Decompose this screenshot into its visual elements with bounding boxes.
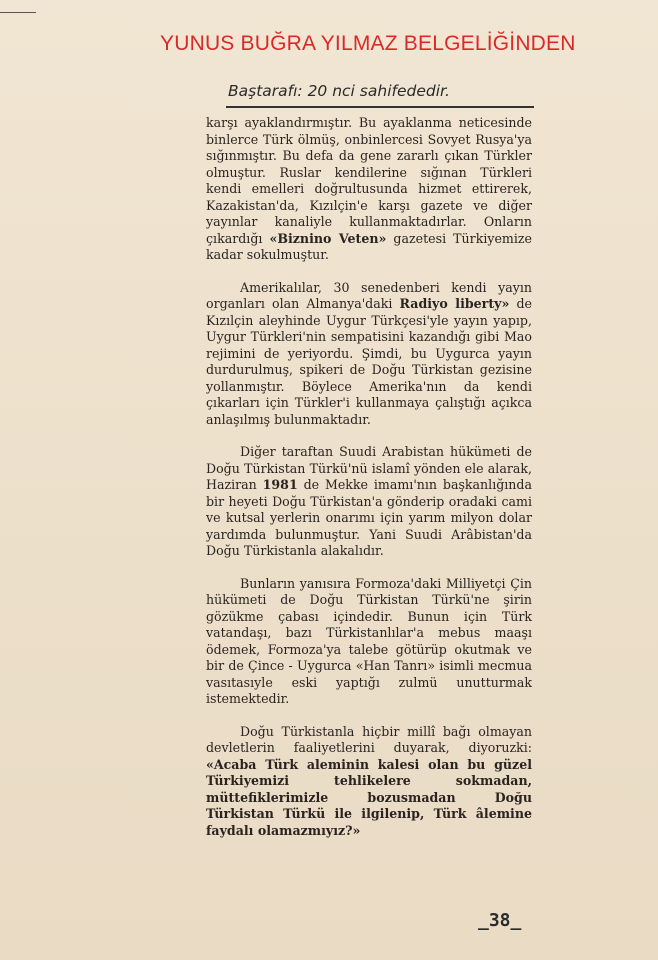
paragraph-1: karşı ayaklandırmıştır. Bu ayaklanma neticesinde binlerce Türk ölmüş, onbinlercesi Sovyet Rusya'ya sığınmıştır. Bu defa da gene zararlı çıkan Türkler olmuştur. Ruslar kendilerine sığınan Türkleri kendi emelleri doğrultusunda hizmet ettirerek, Kazakistan'da, Kızılçin'e karşı gazete ve diğer yayınlar kanaliyle kullanmaktadırlar. Onların çıkardığı «Biznino Veten» gazetesi Türkiyemize kadar sokulmuştur. (206, 115, 532, 262)
paragraph-2: Amerikalılar, 30 senedenberi kendi yayın organları olan Almanya'daki Radiyo liberty» de Kızılçin aleyhinde Uygur Türkçesi'yle yayın yapıp, Uygur Türkleri'nin sempatisini kazandığı gibi Mao rejimini de yeriyordu. Şimdi, bu Uygurca yayın durdurulmuş, spikeri de Doğu Türkistan gezisine yollanmıştır. Böylece Amerika'nın da kendi çıkarları için Türkler'i kullanmaya çalıştığı açıkca anlaşılmış bulunmaktadır. (206, 279, 532, 427)
top-rule (0, 12, 36, 13)
page-number: _38_ (478, 910, 522, 931)
continued-from-note: Baştarafı: 20 nci sahifededir. (228, 82, 450, 100)
paragraph-3: Diğer taraftan Suudi Arabistan hükümeti de Doğu Türkistan Türkü'nü islamî yönden ele alarak, Haziran 1981 de Mekke imamı'nın başkanlığında bir heyeti Doğu Türkistan'a gönderip oradaki cami ve kutsal yerlerin onarımı için yarım milyon dolar yardımda bulunmuştur. Yani Suudi Arâbistan'da Doğu Türkistanla alakalıdır. (206, 444, 532, 558)
paragraph-5: Doğu Türkistanla hiçbir millî bağı olmayan devletlerin faaliyetlerini duyarak, diyoruzki: «Acaba Türk aleminin kalesi olan bu güzel Türkiyemizi tehlikelere sokmadan, müttefiklerimizle bozusmadan Doğu Türkistan Türkü ile ilgilenip, Türk âlemine faydalı olamazmıyız?» (206, 723, 532, 838)
continued-underline (226, 106, 534, 108)
paragraph-4: Bunların yanısıra Formoza'daki Milliyetçi Çin hükümeti de Doğu Türkistan Türkü'ne şirin gözükme çabası içindedir. Bunun için Türk vatandaşı, bazı Türkistanlılar'a mebus maaşı ödemek, Formoza'ya talebe götürüp okutmak ve bir de Çince - Uygurca «Han Tanrı» isimli mecmua vasıtasıyle eski yaptığı zulmü unutturmak istemektedir. (206, 575, 532, 706)
article-body (206, 115, 532, 855)
archive-watermark: YUNUS BUĞRA YILMAZ BELGELİĞİNDEN (160, 32, 576, 55)
